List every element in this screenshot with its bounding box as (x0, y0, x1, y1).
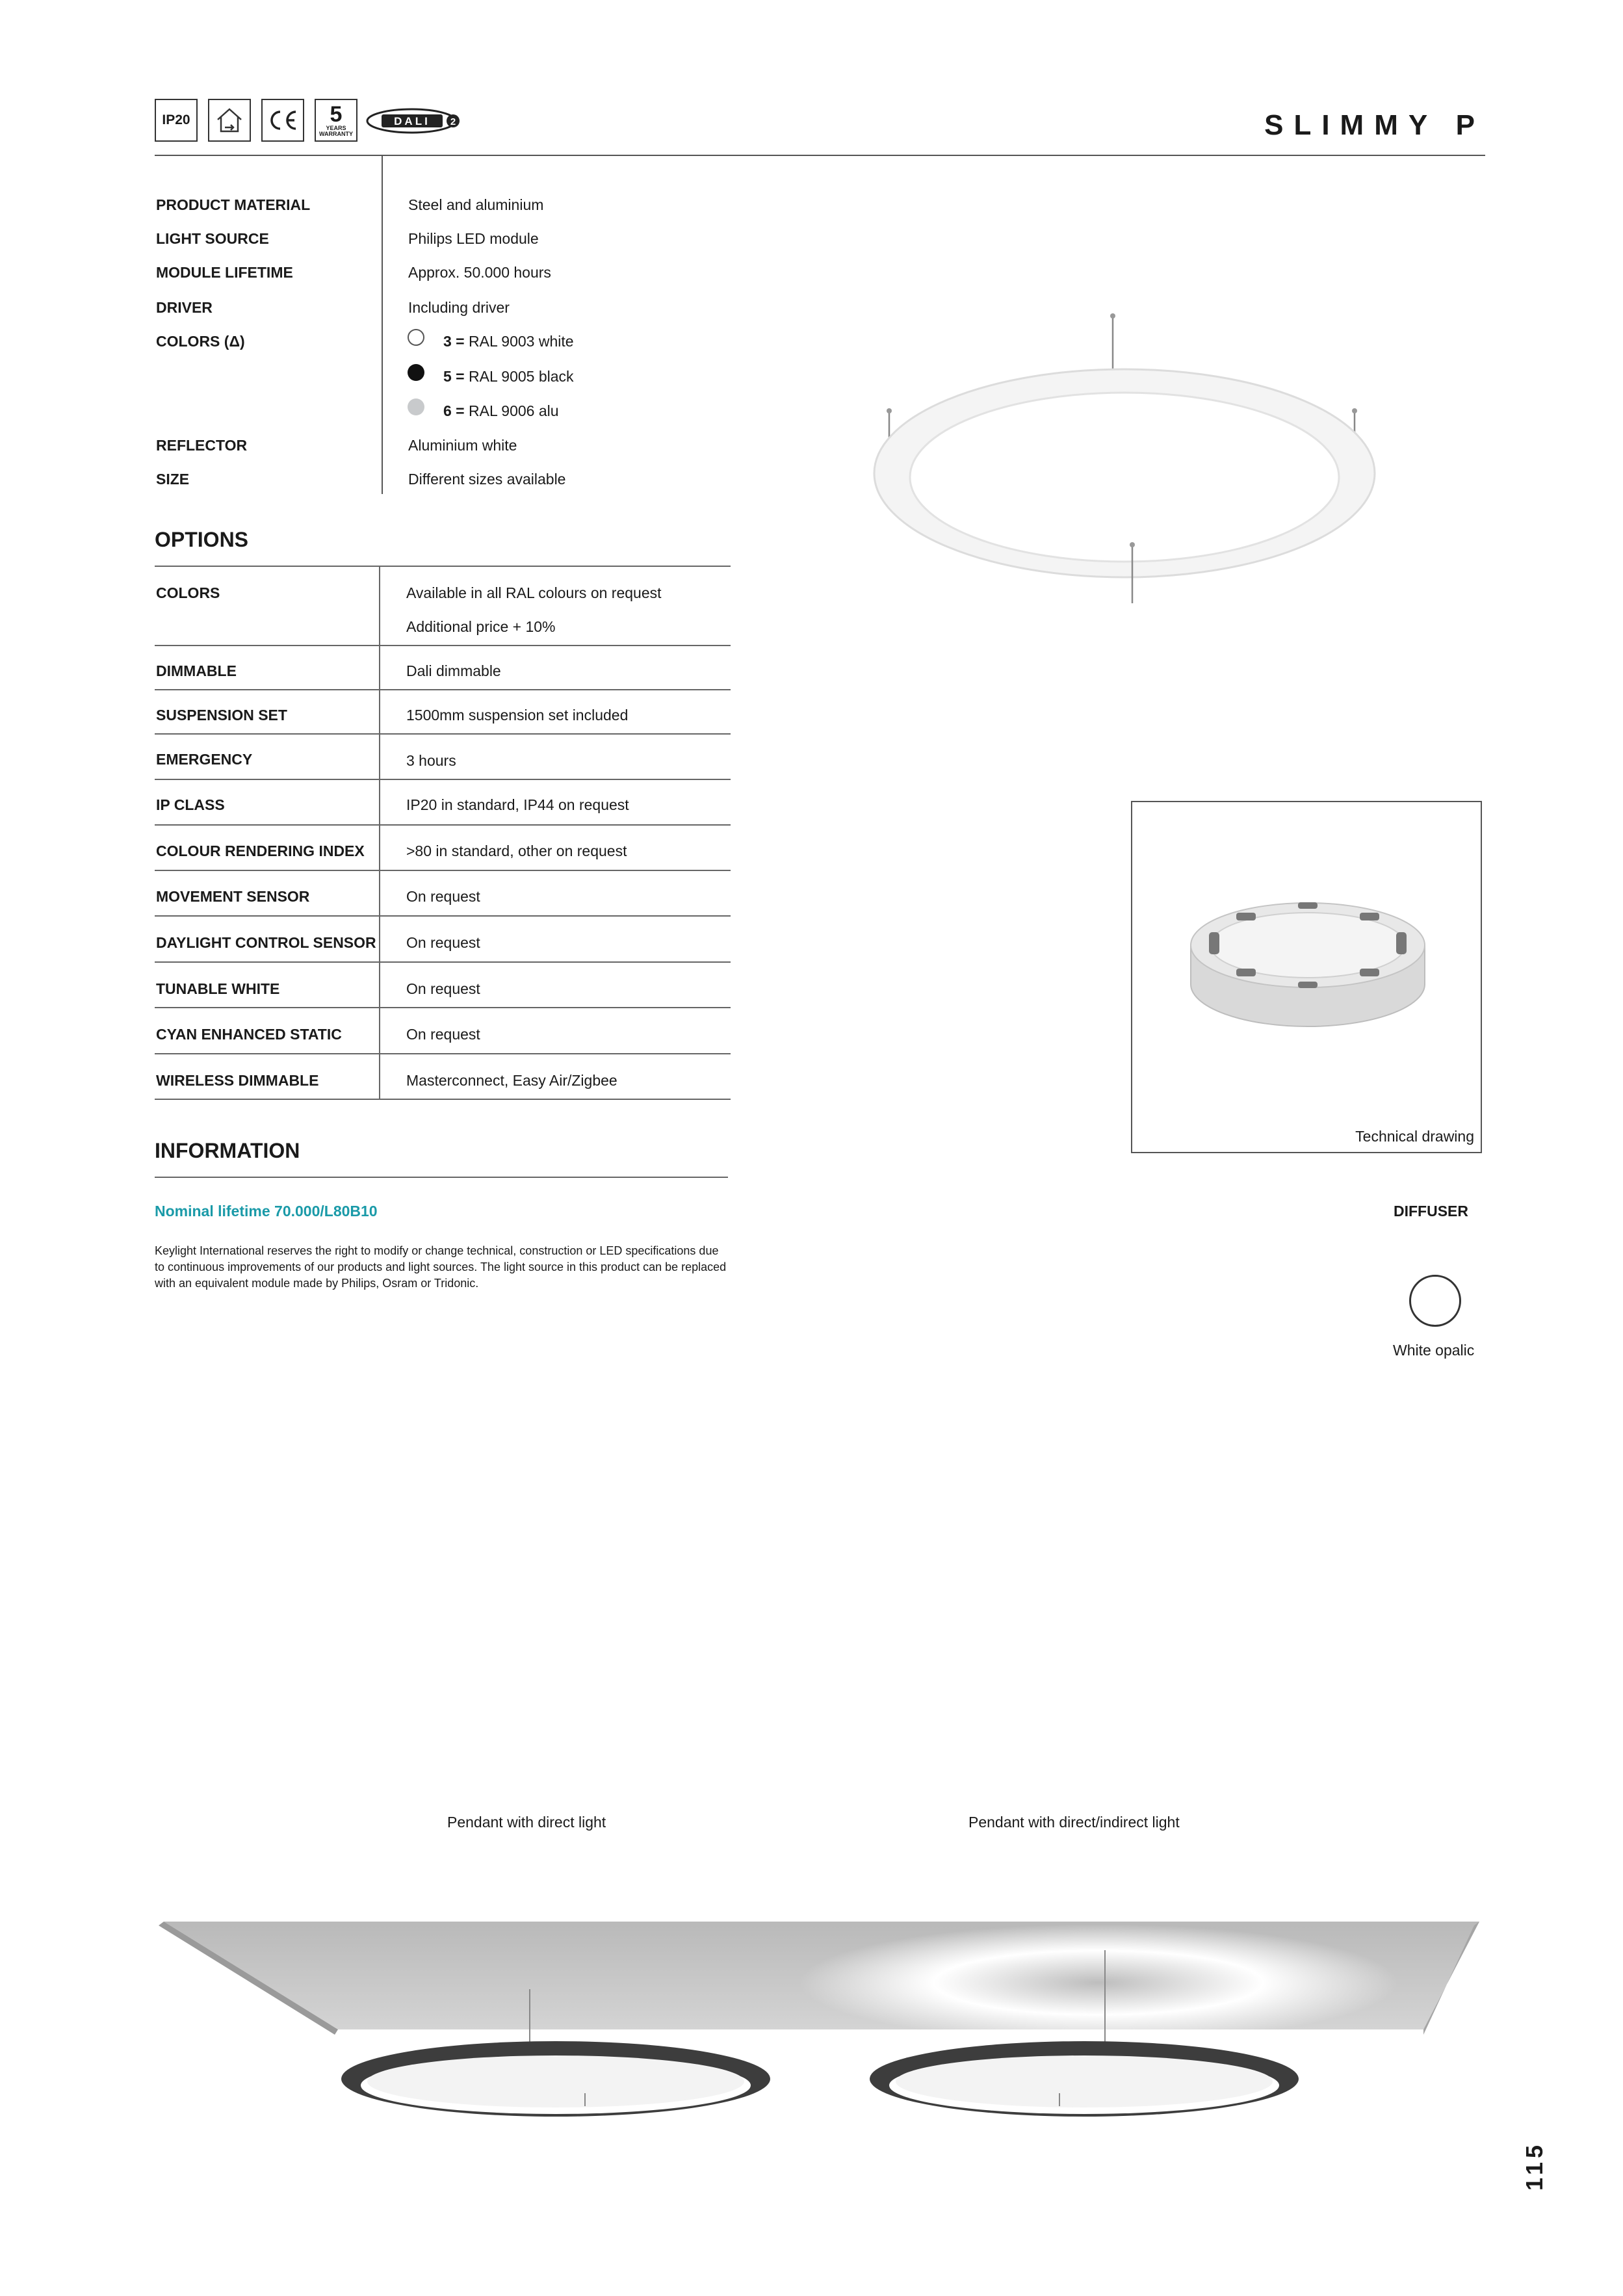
color-code-alu: 6 = (443, 402, 465, 419)
disclaimer-text: Keylight International reserves the right to modify or change technical, construction or LED specifications due to continuous improvements of our products and light sources. The light source in this product can be replaced with an equivalent module made by Philips, Osram or Tridonic. (155, 1244, 727, 1290)
color-code-black: 5 = (443, 368, 465, 385)
ce-mark-icon (261, 99, 304, 142)
option-value-cri: >80 in standard, other on request (406, 842, 627, 859)
spec-label-material: PRODUCT MATERIAL (156, 196, 311, 213)
diffuser-heading: DIFFUSER (1394, 1203, 1468, 1220)
color-option-black (443, 368, 574, 385)
warranty-badge (315, 99, 357, 142)
option-value-cyan-enhanced: On request (406, 1026, 480, 1043)
ip-rating-badge: IP20 (155, 99, 198, 142)
options-heading: OPTIONS (155, 528, 249, 551)
spec-value-driver: Including driver (408, 299, 510, 316)
indoor-use-icon (208, 99, 251, 142)
option-row-line (155, 689, 731, 690)
option-row-line (155, 779, 731, 780)
option-label-tunable-white: TUNABLE WHITE (156, 980, 280, 997)
color-swatch-black (408, 364, 424, 381)
spec-label-colors: COLORS (Δ) (156, 333, 245, 350)
nominal-lifetime: Nominal lifetime 70.000/L80B10 (155, 1203, 378, 1220)
warranty-label: WARRANTY (319, 131, 353, 137)
spec-value-material: Steel and aluminium (408, 196, 544, 213)
color-code-white: 3 = (443, 333, 465, 350)
option-value-tunable-white: On request (406, 980, 480, 997)
spec-value-module-lifetime: Approx. 50.000 hours (408, 264, 551, 281)
option-row-line (155, 961, 731, 963)
technical-drawing-image (1178, 893, 1438, 1043)
option-label-ip-class: IP CLASS (156, 796, 225, 813)
option-row-line (155, 1007, 731, 1008)
option-row-line (155, 733, 731, 735)
option-value-wireless-dimmable: Masterconnect, Easy Air/Zigbee (406, 1072, 617, 1089)
pendant-render-scene (156, 1911, 1482, 2145)
warranty-years-label: YEARS (326, 125, 346, 131)
spec-label-driver: DRIVER (156, 299, 213, 316)
option-value-daylight-sensor: On request (406, 934, 480, 951)
options-top-line (155, 566, 731, 567)
option-value-dimmable: Dali dimmable (406, 662, 501, 679)
option-label-wireless-dimmable: WIRELESS DIMMABLE (156, 1072, 319, 1089)
option-label-colors: COLORS (156, 584, 220, 601)
technical-drawing-caption: Technical drawing (1355, 1128, 1474, 1145)
option-label-emergency: EMERGENCY (156, 751, 253, 768)
option-row-line (155, 915, 731, 917)
color-swatch-alu (408, 398, 424, 415)
options-divider (379, 567, 380, 1100)
option-value-colors-price: Additional price + 10% (406, 618, 556, 635)
color-option-white (443, 333, 574, 350)
technical-drawing-box (1131, 801, 1482, 1153)
option-row-line (155, 1053, 731, 1054)
spec-label-reflector: REFLECTOR (156, 437, 248, 454)
spec-label-light-source: LIGHT SOURCE (156, 230, 269, 247)
option-row-line (155, 645, 731, 646)
diffuser-caption: White opalic (1393, 1342, 1475, 1359)
warranty-years: 5 (330, 102, 343, 127)
option-row-line (155, 870, 731, 871)
render-caption-direct-indirect: Pendant with direct/indirect light (968, 1814, 1180, 1831)
color-swatch-white (408, 329, 424, 346)
render-caption-direct: Pendant with direct light (447, 1814, 606, 1831)
dali-logo-text: DALI (394, 115, 430, 127)
dali-logo (366, 107, 465, 135)
product-title: SLIMMY P (1264, 109, 1485, 141)
spec-value-size: Different sizes available (408, 471, 566, 488)
information-line (155, 1177, 728, 1178)
color-name-black: RAL 9005 black (469, 368, 574, 385)
information-heading: INFORMATION (155, 1139, 300, 1162)
option-label-movement-sensor: MOVEMENT SENSOR (156, 888, 310, 905)
spec-label-module-lifetime: MODULE LIFETIME (156, 264, 293, 281)
dali-logo-version: 2 (450, 116, 456, 127)
color-name-white: RAL 9003 white (469, 333, 574, 350)
option-value-ip-class: IP20 in standard, IP44 on request (406, 796, 629, 813)
color-name-alu: RAL 9006 alu (469, 402, 559, 419)
header-divider (155, 155, 1485, 156)
spec-value-light-source: Philips LED module (408, 230, 539, 247)
spec-label-size: SIZE (156, 471, 190, 488)
option-label-cri: COLOUR RENDERING INDEX (156, 842, 365, 859)
color-option-alu (443, 402, 559, 420)
option-label-daylight-sensor: DAYLIGHT CONTROL SENSOR (156, 934, 376, 951)
option-value-emergency: 3 hours (406, 752, 456, 769)
spec-value-reflector: Aluminium white (408, 437, 517, 454)
diffuser-swatch (1409, 1275, 1461, 1327)
option-label-cyan-enhanced: CYAN ENHANCED STATIC (156, 1026, 342, 1043)
option-row-line (155, 824, 731, 826)
product-image (858, 306, 1391, 631)
page-number: 115 (1521, 2141, 1548, 2191)
option-value-suspension: 1500mm suspension set included (406, 707, 629, 724)
option-label-dimmable: DIMMABLE (156, 662, 237, 679)
option-label-suspension: SUSPENSION SET (156, 707, 287, 724)
option-value-movement-sensor: On request (406, 888, 480, 905)
option-value-colors: Available in all RAL colours on request (406, 584, 662, 601)
options-bottom-line (155, 1099, 731, 1100)
specs-divider (382, 156, 383, 494)
